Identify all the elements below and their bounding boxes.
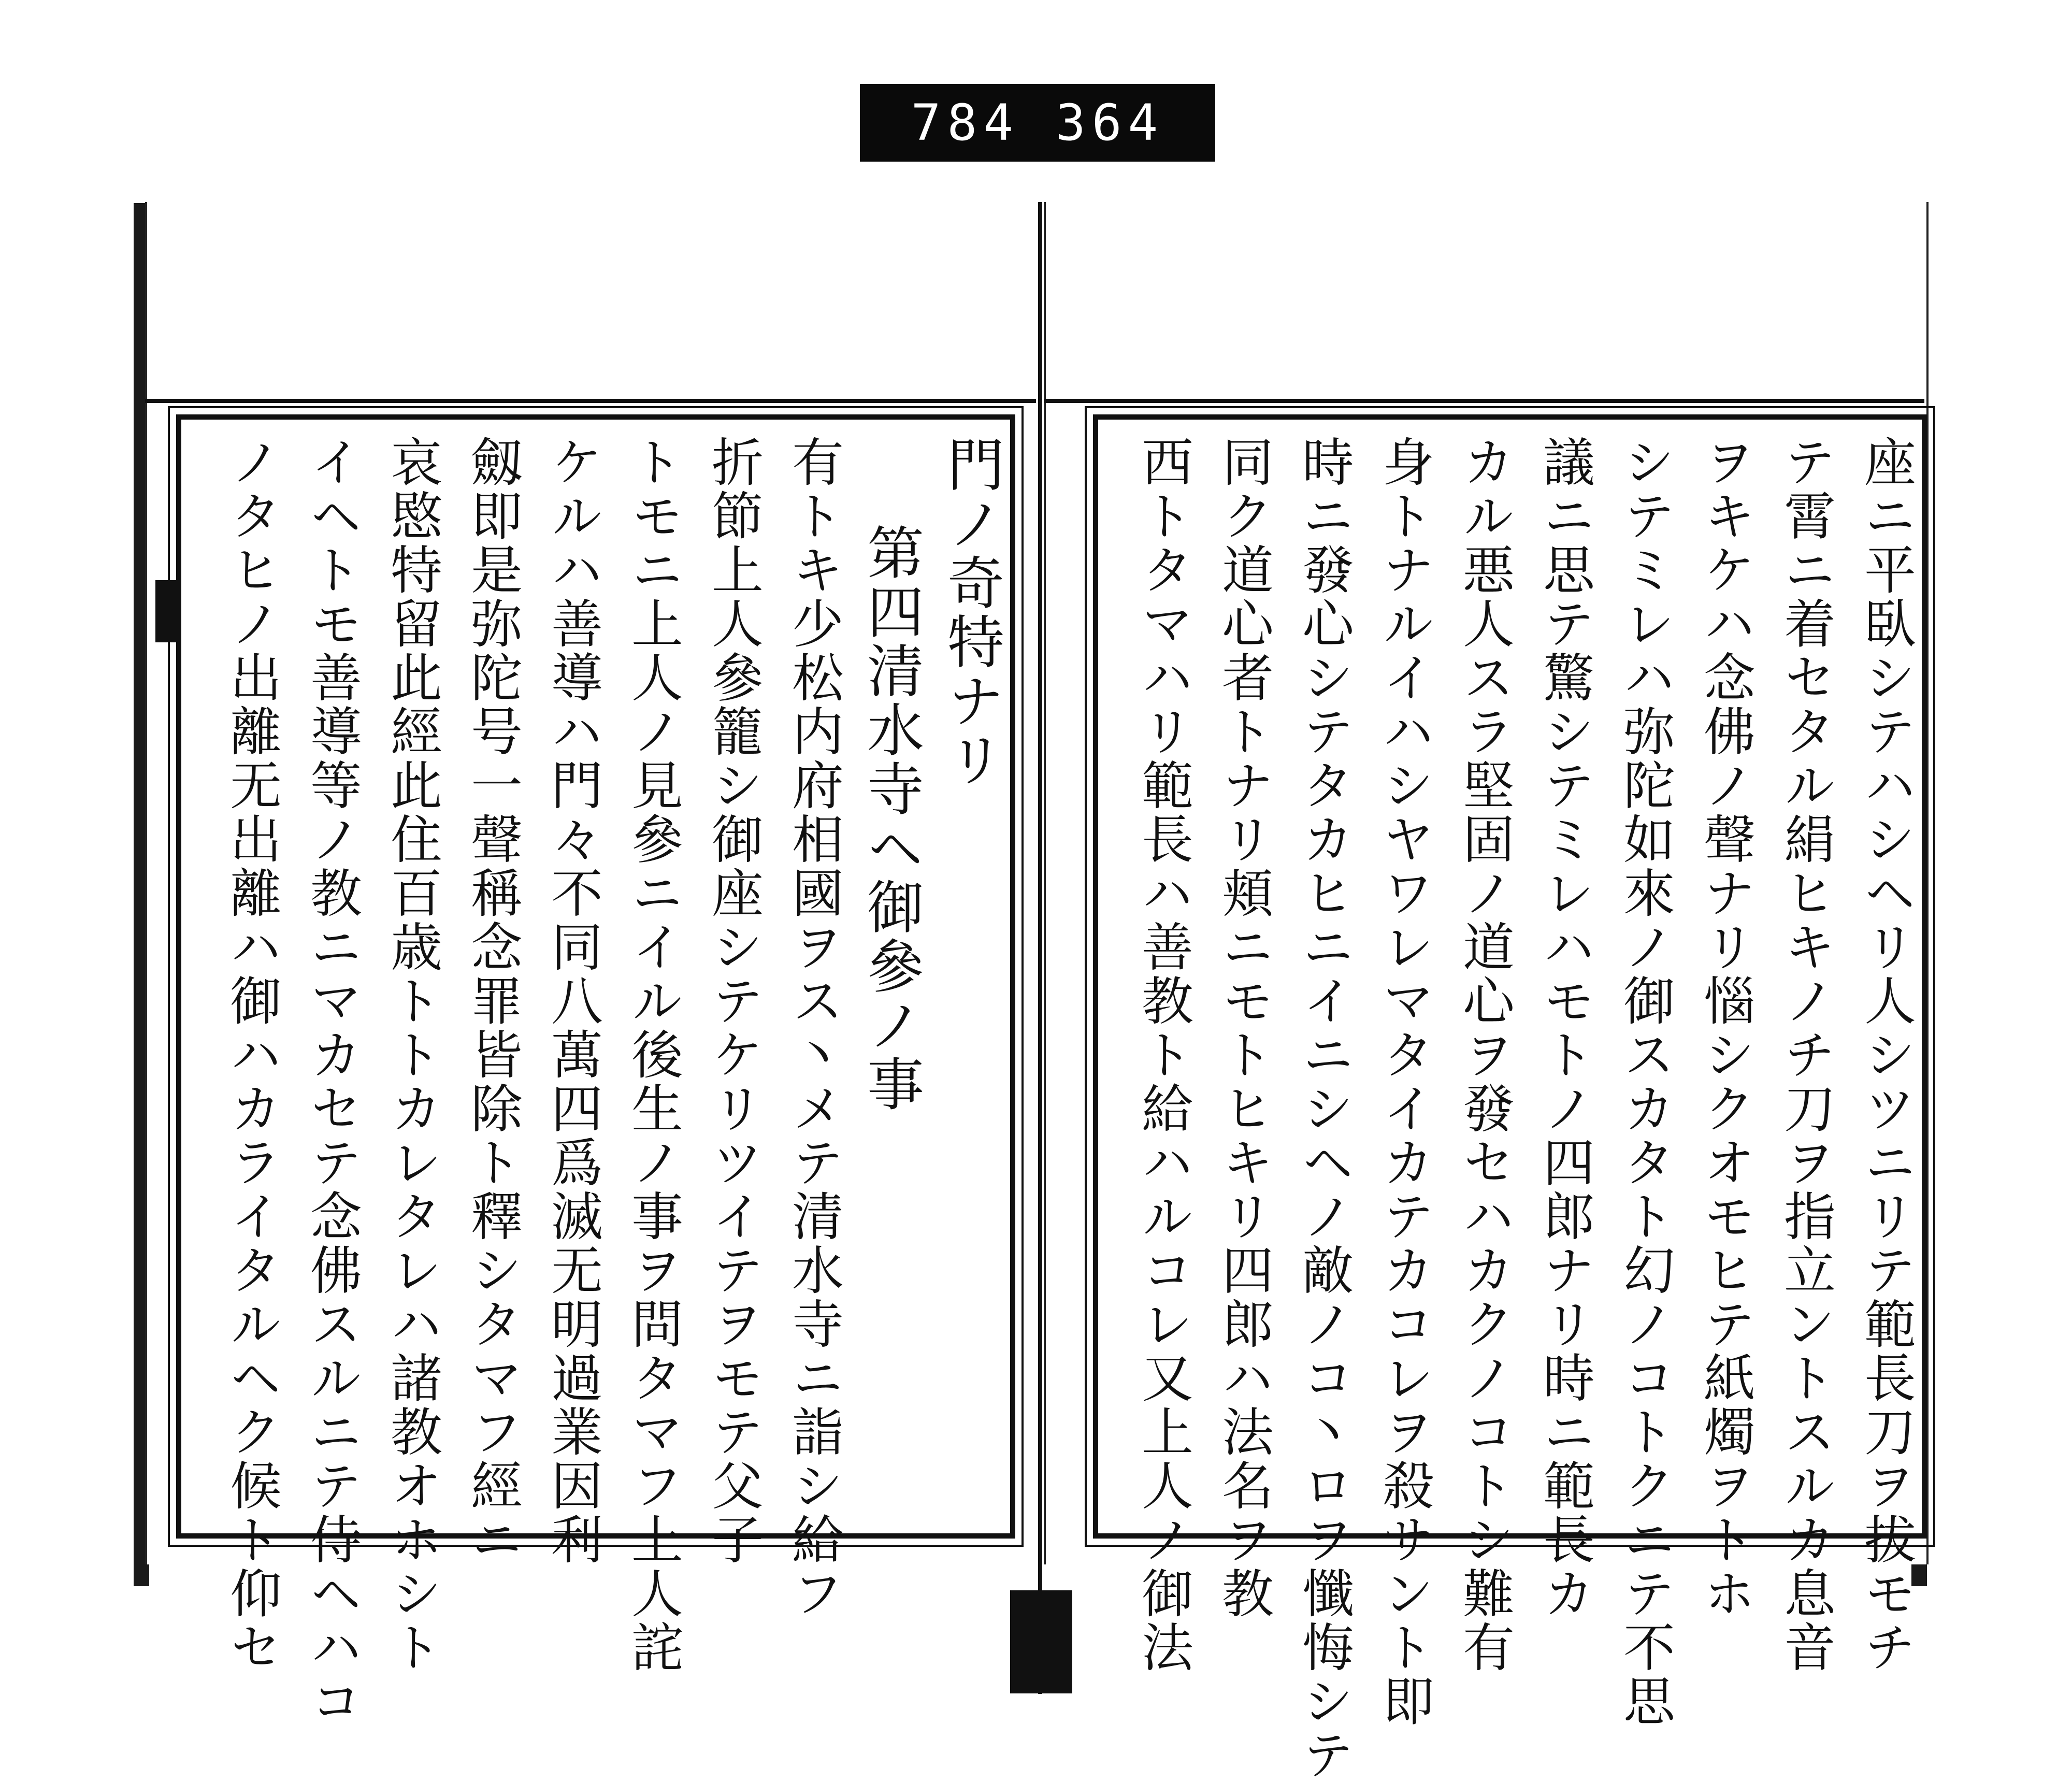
book-gutter	[1038, 202, 1042, 1694]
right-text-frame	[1093, 414, 1927, 1782]
right-col-5: 議ニ思テ驚シテミレハモトノ四郎ナリ時ニ範長カ	[1534, 435, 1595, 1620]
right-page-top-rule	[1044, 399, 1924, 403]
gutter-tab	[1010, 1590, 1072, 1693]
left-col-6: ケルハ善導ハ門々不同八萬四爲滅无明過業因利	[542, 435, 603, 1567]
left-col-10: ノタヒノ出離无出離ハ御ハカライタルヘク候ト仰セ	[221, 435, 282, 1674]
right-col-2: テ霄ニ着セタル絹ヒキノチ刀ヲ指立ントスルカ息音	[1775, 435, 1836, 1674]
right-col-6: カル悪人スラ堅固ノ道心ヲ發セハカクノコトシ難有	[1454, 435, 1515, 1674]
left-col-8: 哀愍特留此經此住百歳トトカレタレハ諸教オホシト	[382, 435, 442, 1674]
left-col-9: イヘトモ善導等ノ教ニマカセテ念佛スルニテ侍ヘハコ	[301, 435, 362, 1728]
catalog-number-label: 784 364	[860, 84, 1215, 162]
left-page-top-rule	[145, 399, 1036, 403]
left-col-7: 劔即是弥陀号一聲稱念罪皆除ト釋シタマフ經ニ	[462, 435, 523, 1567]
right-col-8: 時ニ發心シテタカヒニイニシヘノ敵ノコ丶ロヲ懺悔シテ	[1293, 435, 1354, 1782]
right-col-1: 座ニ平臥シテハシヘリ人シツニリテ範長刀ヲ拔モチ	[1855, 435, 1916, 1674]
left-col-3: 有トキ少松内府相國ヲス丶メテ清水寺ニ詣シ給フ	[783, 435, 844, 1620]
right-col-3: ヲキケハ念佛ノ聲ナリ惱シクオモヒテ紙燭ヲトホ	[1695, 435, 1756, 1620]
right-col-9: 同ク道心者トナリ頬ニモトヒキリ四郎ハ法名ヲ教	[1213, 435, 1274, 1620]
left-col-2: 第四清水寺ヘ御參ノ事	[858, 523, 924, 1114]
right-col-10: 西トタマハリ範長ハ善教ト給ハルコレ又上人ノ御法	[1133, 435, 1193, 1674]
left-text-frame	[176, 414, 1015, 1728]
right-col-7: 身トナルイハシヤワレマタイカテカコレヲ殺サント即	[1374, 435, 1434, 1728]
left-col-1: 門ノ奇特ナリ	[938, 435, 1004, 789]
right-col-4: シテミレハ弥陀如來ノ御スカタト幻ノコトクニテ不思	[1615, 435, 1675, 1728]
left-col-4: 折節上人參籠シ御座シテケリツイテヲモテ父子	[703, 435, 764, 1567]
left-col-5: トモニ上人ノ見參ニイル後生ノ事ヲ問タマフ上人詫	[623, 435, 683, 1674]
